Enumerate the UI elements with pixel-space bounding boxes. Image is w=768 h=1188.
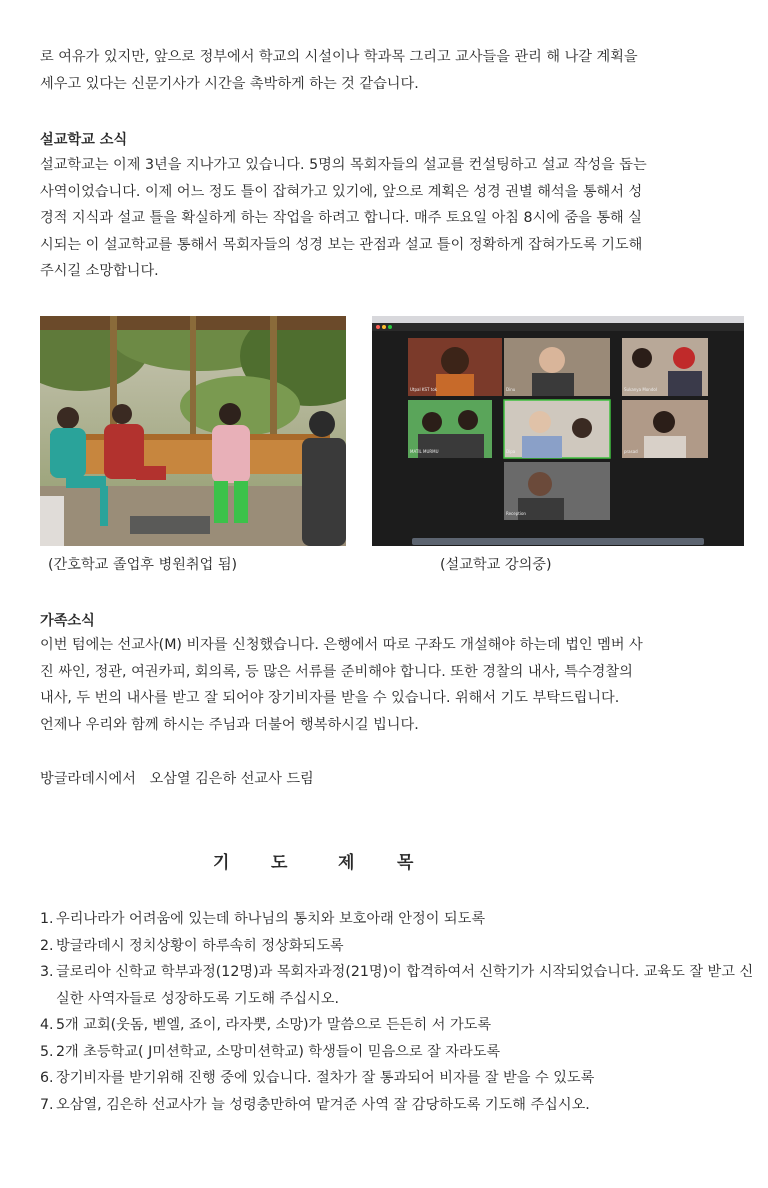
prayer-item-text: 우리나라가 어려움에 있는데 하나님의 통치와 보호아래 안정이 되도록: [56, 911, 486, 927]
participant-label: Sukanya Mondol: [624, 387, 657, 392]
prayer-title: [0, 848, 768, 872]
prayer-item-number: 1.: [40, 911, 54, 927]
intro-line: 세우고 있다는 신문기사가 시간을 촉박하게 하는 것 같습니다.: [40, 75, 419, 92]
participant-label: MATIL MURMU: [410, 449, 439, 454]
prayer-item: [40, 959, 756, 1012]
prayer-item: [40, 1065, 756, 1092]
nursing-graduates-photo: [40, 316, 346, 546]
school-news-line: 시되는 이 설교학교를 통해서 목회자들의 성경 보는 관점과 설교 틀이 정확하게 잡혀가도록 기도해: [40, 236, 643, 253]
family-news-line: 내사, 두 번의 내사를 받고 잘 되어야 장기비자를 받을 수 있습니다. 위해서 기도 부탁드립니다.: [40, 690, 620, 706]
prayer-item-number: 2.: [40, 937, 54, 954]
participant-label: Dinu: [506, 387, 516, 392]
zoom-photo-caption: (설교학교 강의중): [440, 557, 552, 573]
prayer-title-char: 기: [213, 853, 230, 873]
prayer-item: [40, 1012, 756, 1039]
family-news-line: 언제나 우리와 함께 하시는 주님과 더불어 행복하시길 빕니다.: [40, 716, 419, 733]
participant-label: Utpal KST tok: [410, 387, 438, 392]
prayer-item: [40, 933, 756, 960]
nursing-photo-caption: (간호학교 졸업후 병원취업 됨): [48, 557, 238, 573]
intro-line: 로 여유가 있지만, 앞으로 정부에서 학교의 시설이나 학과목 그리고 교사들을 관리 해 나갈 계획을: [40, 49, 638, 65]
prayer-item: [40, 1092, 756, 1119]
participant-label: Dipa: [506, 449, 516, 454]
school-news-line: 사역이었습니다. 이제 어느 정도 틀이 잡혀가고 있기에, 앞으로 계획은 성경 권별 해석을 통해서 성: [40, 183, 643, 200]
zoom-lecture-screenshot: [372, 316, 744, 546]
prayer-item: [40, 906, 756, 933]
prayer-item-number: 5.: [40, 1043, 54, 1060]
prayer-item-text: 방글라데시 정치상황이 하루속히 정상화되도록: [56, 937, 344, 954]
prayer-item-text: 글로리아 신학교 학부과정(12명)과 목회자과정(21명)이 합격하여서 신학기가 시작되었습니다. 교육도 잘 받고 신실한 사역자들로 성장하도록 기도해 주십시오.: [56, 964, 754, 1007]
prayer-item-text: 5개 교회(웃돔, 벧엘, 죠이, 라자뿟, 소망)가 말씀으로 든든히 서 가도록: [56, 1017, 492, 1033]
prayer-item: [40, 1039, 756, 1066]
family-news-line: 진 싸인, 정관, 여권카피, 회의록, 등 많은 서류를 준비해야 합니다. 또한 경찰의 내사, 특수경찰의: [40, 663, 633, 680]
prayer-item-text: 장기비자를 받기위해 진행 중에 있습니다. 절차가 잘 통과되어 비자를 잘 받을 수 있도록: [56, 1070, 595, 1086]
prayer-item-number: 7.: [40, 1096, 54, 1113]
school-news-line: 설교학교는 이제 3년을 지나가고 있습니다. 5명의 목회자들의 설교를 컨설팅하고 설교 작성을 돕는: [40, 157, 647, 173]
prayer-title-char: 목: [397, 853, 414, 873]
school-news-heading: 설교학교 소식: [40, 132, 128, 148]
family-news-paragraph: [40, 632, 748, 738]
family-news-heading: 가족소식: [40, 613, 95, 629]
school-news-line: 경적 지식과 설교 틀을 확실하게 하는 작업을 하려고 합니다. 매주 토요일 아침 8시에 줌을 통해 실: [40, 210, 642, 226]
intro-paragraph: [40, 44, 748, 97]
participant-label: Reception: [506, 511, 526, 516]
prayer-title-char: 도: [271, 853, 288, 873]
prayer-item-number: 4.: [40, 1017, 54, 1033]
prayer-item-text: 오삼열, 김은하 선교사가 늘 성령충만하여 맡겨준 사역 잘 감당하도록 기도해 주십시오.: [56, 1096, 590, 1113]
prayer-title-char: 제: [338, 853, 355, 873]
prayer-item-number: 3.: [40, 964, 54, 980]
prayer-list: [40, 906, 756, 1118]
school-news-paragraph: [40, 152, 748, 285]
school-news-line: 주시길 소망합니다.: [40, 263, 159, 279]
participant-label: prasad: [624, 449, 638, 454]
prayer-item-number: 6.: [40, 1070, 54, 1086]
prayer-item-text: 2개 초등학교( J미션학교, 소망미션학교) 학생들이 믿음으로 잘 자라도록: [56, 1043, 501, 1060]
family-news-line: 이번 텀에는 선교사(M) 비자를 신청했습니다. 은행에서 따로 구좌도 개설해야 하는데 법인 멤버 사: [40, 637, 643, 653]
signature: 방글라데시에서 오삼열 김은하 선교사 드림: [40, 771, 314, 787]
